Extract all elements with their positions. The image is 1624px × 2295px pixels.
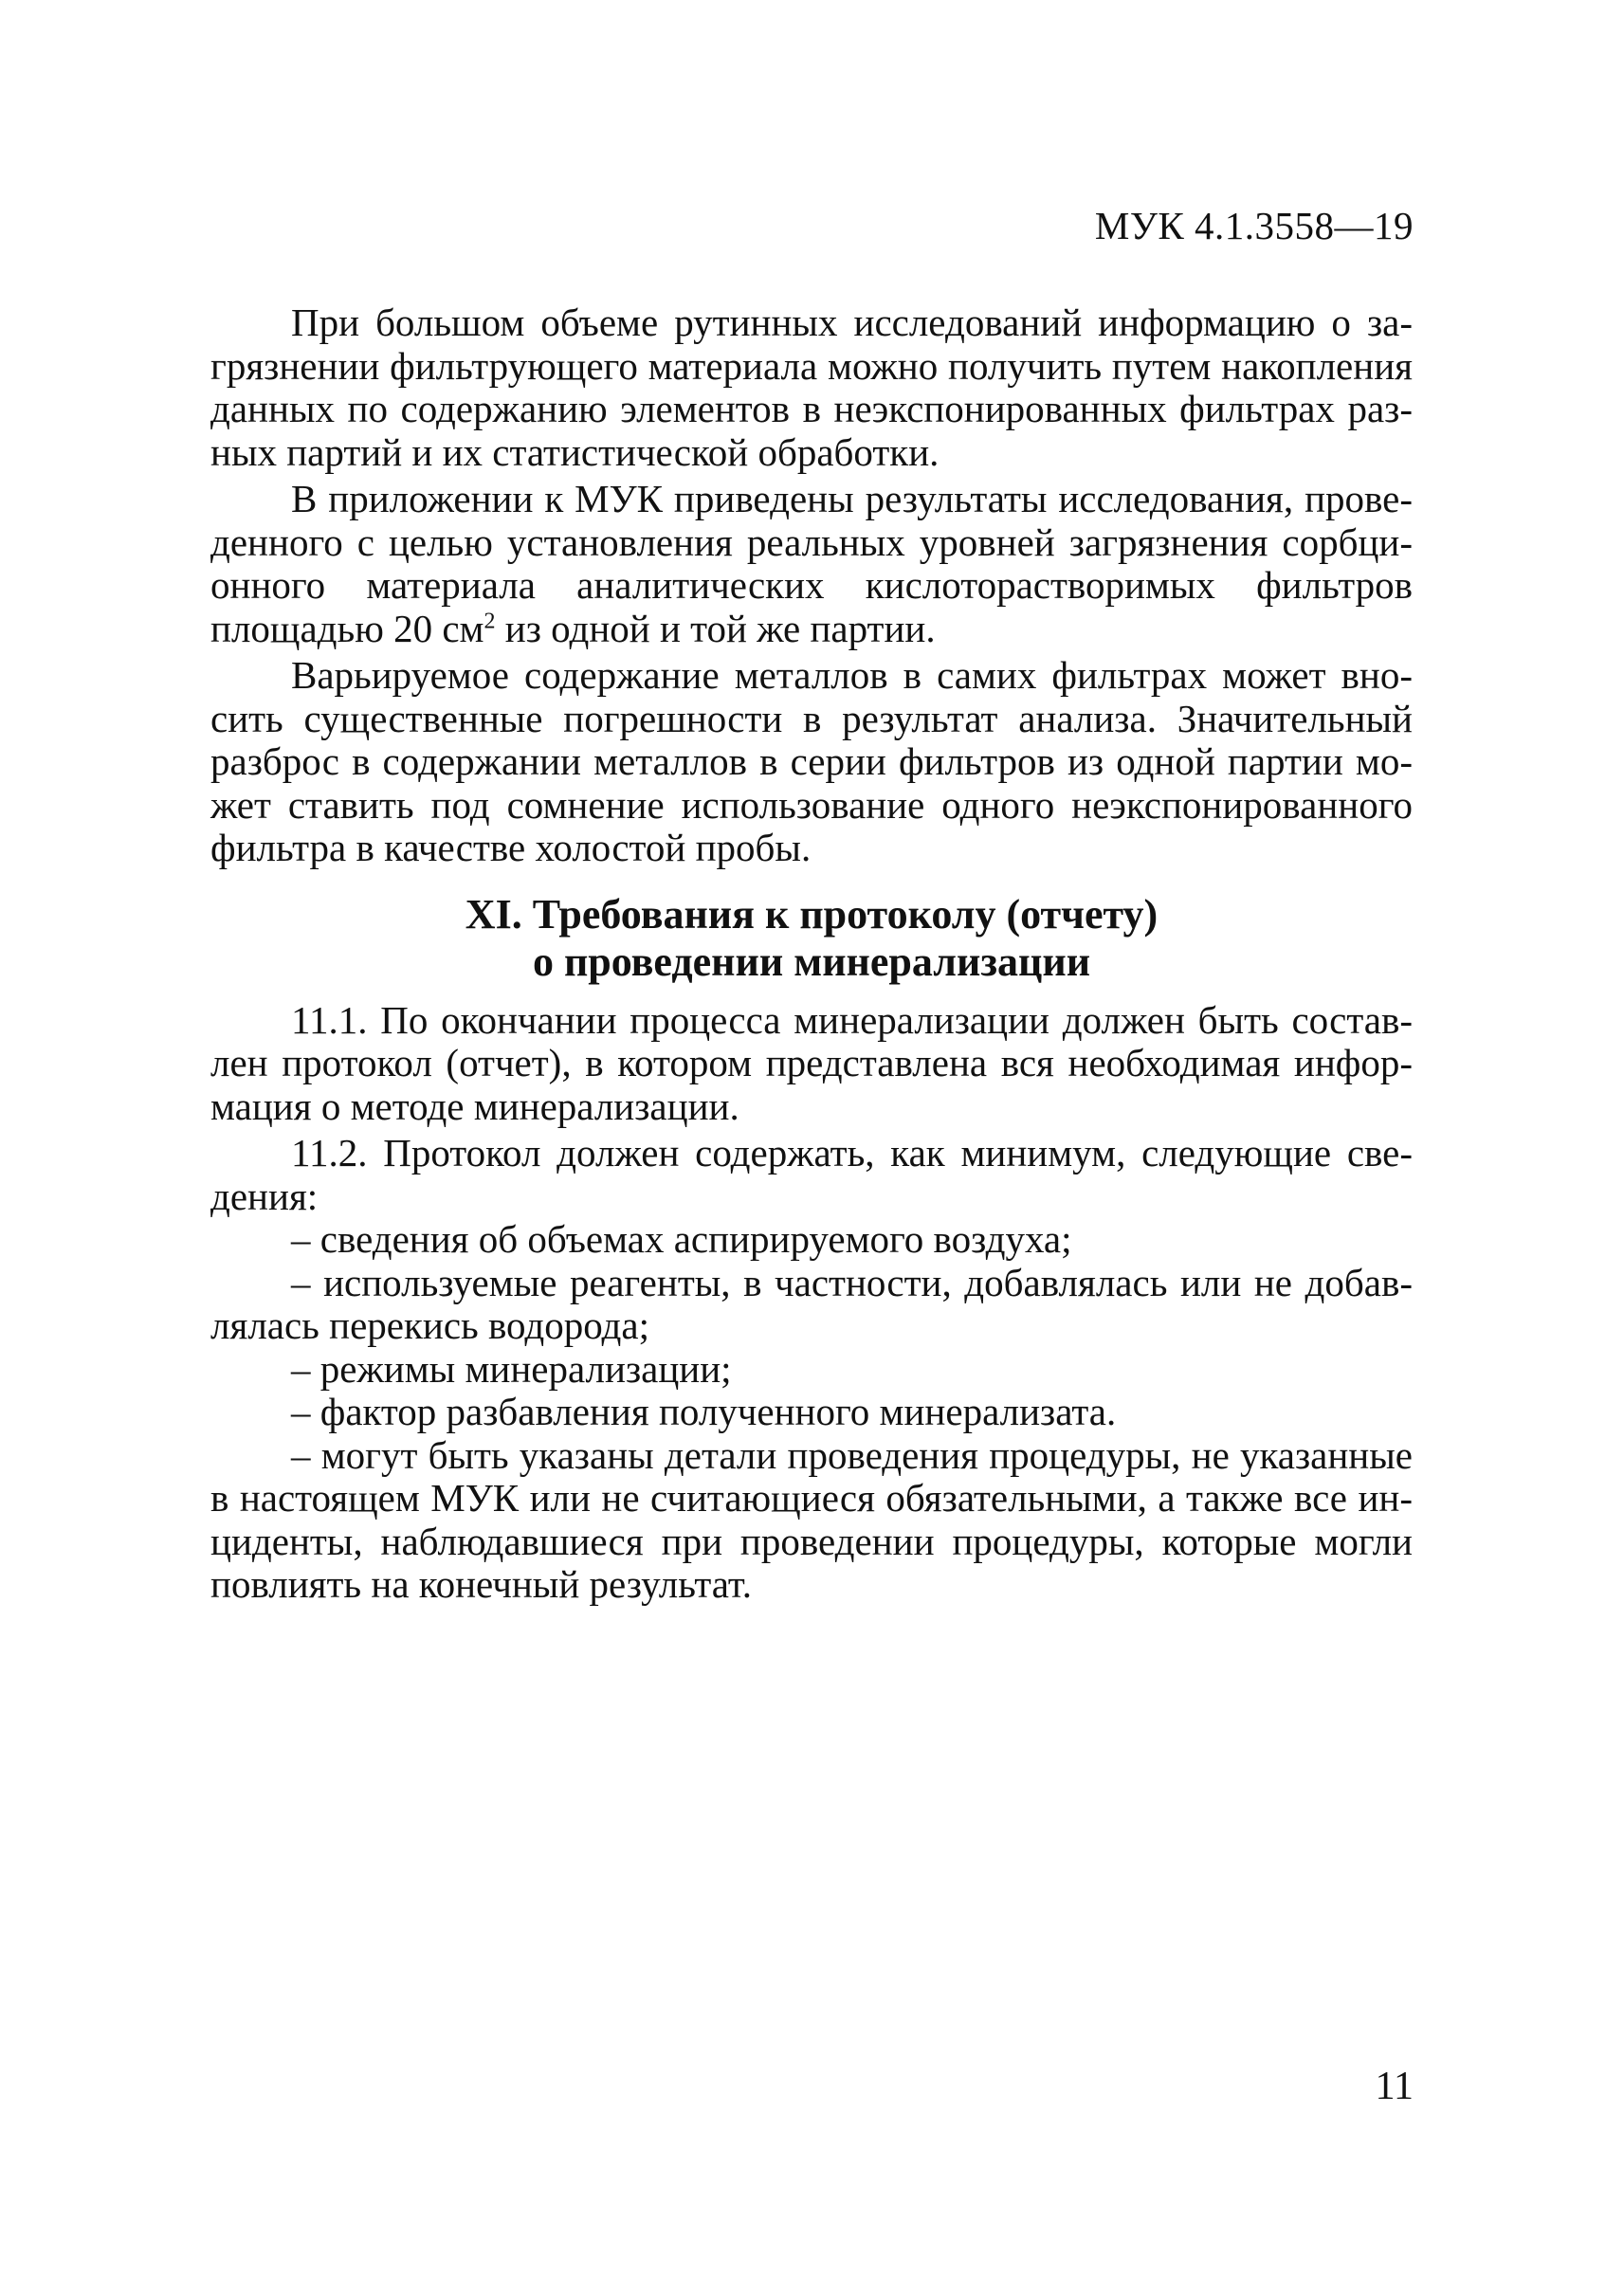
list-item-air-volume: – сведения об объемах аспирируемого воздуха; — [291, 1217, 1072, 1261]
list-item-procedure-details: – могут быть указаны детали проведения процедуры, не указанные в настоящем МУК или не считающиеся обязательными, а также все инциденты, наблюдавшиеся при проведении процедуры, которые могли повлиять на конечный результат. — [210, 1432, 1413, 1606]
document-body — [210, 301, 1413, 1607]
paragraph-metal-content: Варьируемое содержание металлов в самих фильтрах может вносить существенные погрешности в результат анализа. Значительный разброс в содержании металлов в серии фильтров из одной партии может ставить под сомнение использование одного неэкспонированного фильтра в качестве холостой пробы. — [210, 653, 1413, 869]
section-heading-line-1: XI. Требования к протоколу (отчету) — [465, 890, 1159, 938]
paragraph-routine-studies: При большом объеме рутинных исследований информацию о загрязнении фильтрующего материала можно получить путем накопления данных по содержанию элементов в неэкспонированных фильтрах разных партий и их статистической обработки. — [210, 301, 1413, 474]
page-number: 11 — [1375, 2065, 1414, 2108]
paragraph-appendix-results — [210, 478, 1413, 650]
list-item-reagents: – используемые реагенты, в частности, добавлялась или не добавлялась перекись водорода; — [210, 1260, 1413, 1347]
document-code: МУК 4.1.3558—19 — [1094, 204, 1414, 247]
superscript-square: 2 — [484, 608, 496, 633]
list-item-dilution-factor: – фактор разбавления полученного минерализата. — [291, 1390, 1117, 1433]
section-heading-line-2: о проведении минерализации — [532, 938, 1091, 985]
list-item-modes: – режимы минерализации; — [291, 1346, 732, 1391]
paragraph-appendix-tail: из одной и той же партии. — [495, 606, 936, 650]
paragraph-appendix-text: В приложении к МУК приведены результаты исследования, проведенного с целью установления реальных уровней загрязнения сорбционного материала аналитических кислоторастворимых фильтров площадью 20 см — [210, 477, 1413, 650]
clause-11-1: 11.1. По окончании процесса минерализации должен быть составлен протокол (отчет), в котором представлена вся необходимая информация о методе минерализации. — [210, 997, 1413, 1128]
section-heading — [210, 891, 1413, 986]
clause-11-2: 11.2. Протокол должен содержать, как минимум, следующие сведения: — [210, 1131, 1413, 1218]
